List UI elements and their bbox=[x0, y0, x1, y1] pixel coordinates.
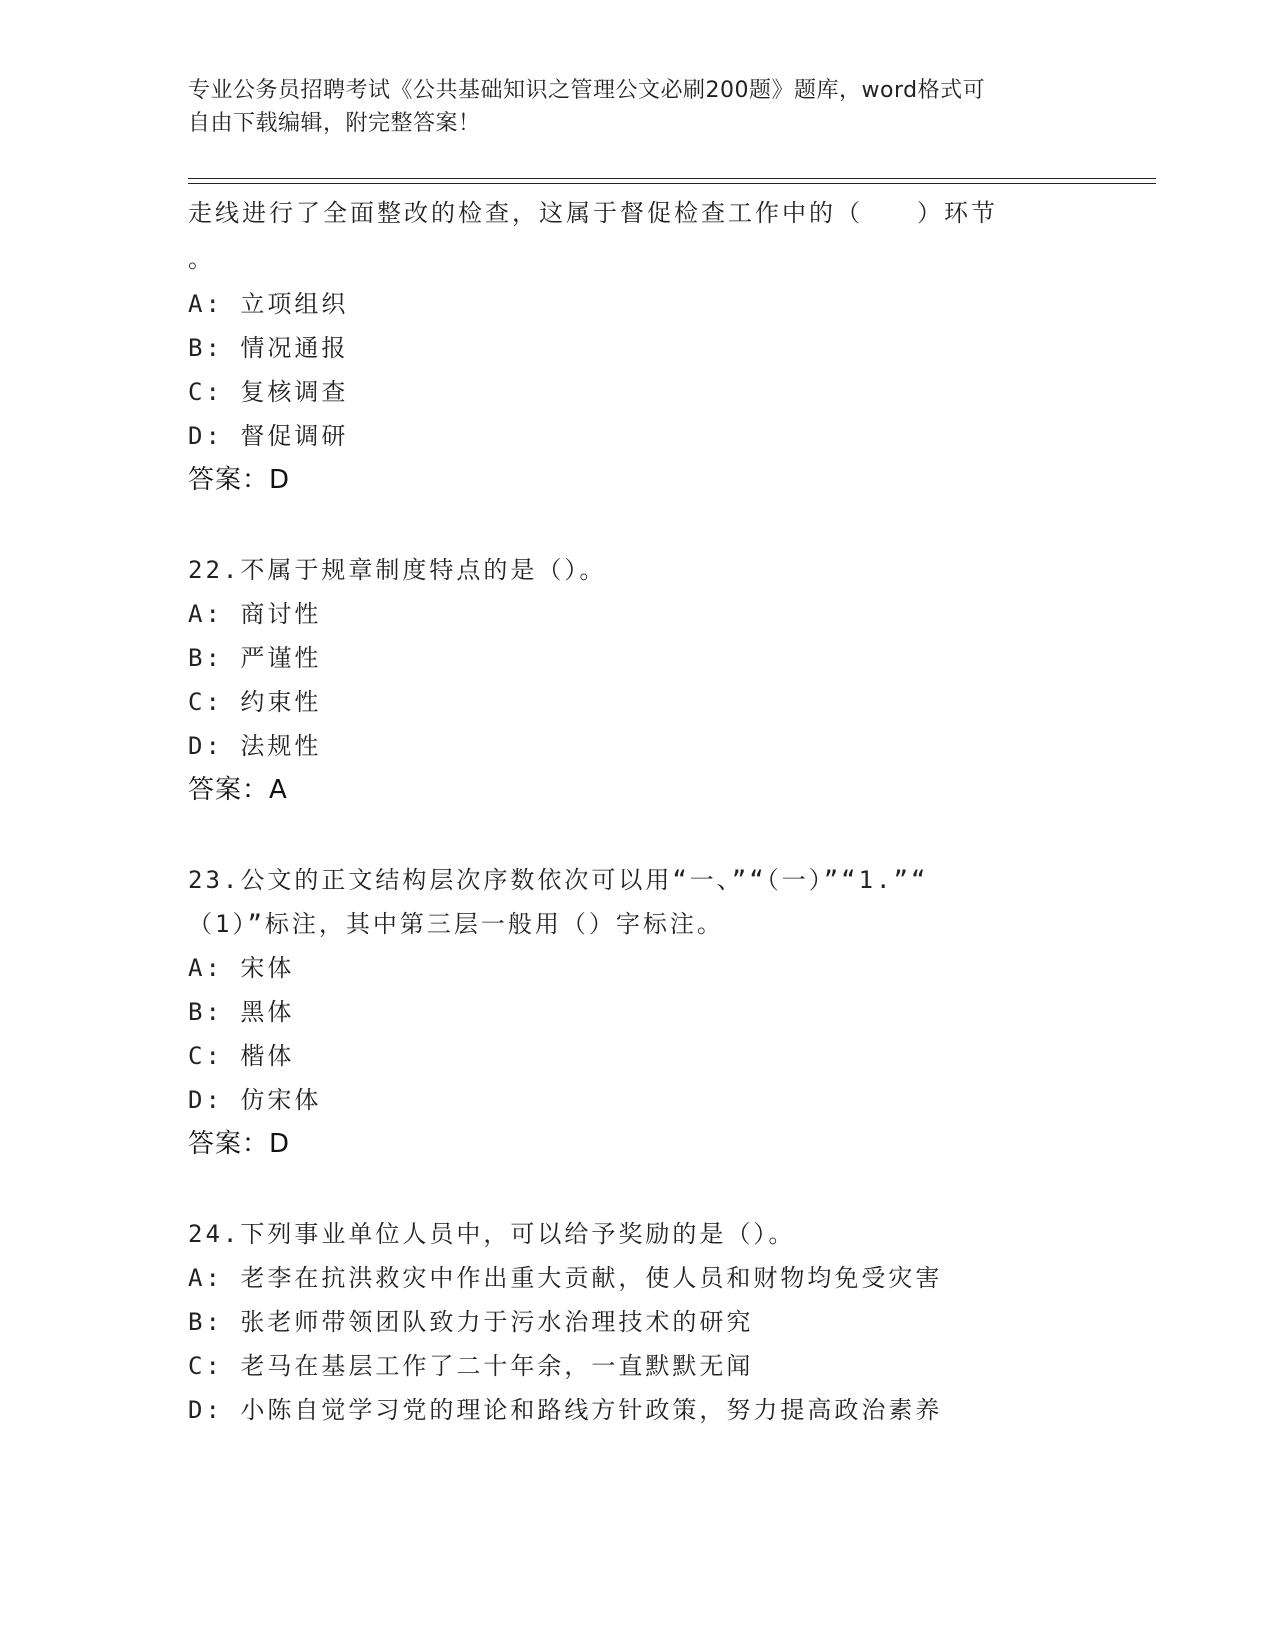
option-b: B: 张老师带领团队致力于污水治理技术的研究 bbox=[188, 1308, 754, 1336]
header-divider-top bbox=[188, 178, 1156, 179]
question-stem: 23.公文的正文结构层次序数依次可以用“一、”“（一）”“1.”“ bbox=[188, 866, 929, 894]
spacer bbox=[188, 812, 1088, 858]
option-a: A: 宋体 bbox=[188, 954, 295, 982]
option-b: B: 情况通报 bbox=[188, 334, 349, 362]
header-divider-bottom bbox=[188, 183, 1156, 184]
option-d: D: 督促调研 bbox=[188, 422, 349, 450]
option-d: D: 小陈自觉学习党的理论和路线方针政策，努力提高政治素养 bbox=[188, 1396, 943, 1424]
spacer bbox=[188, 502, 1088, 548]
option-a: A: 立项组织 bbox=[188, 290, 349, 318]
question-stem: 走线进行了全面整改的检查，这属于督促检查工作中的（ ）环节 bbox=[188, 199, 998, 227]
header-line-2: 自由下载编辑，附完整答案！ bbox=[188, 111, 481, 136]
question-stem-continuation: （1）”标注，其中第三层一般用（）字标注。 bbox=[188, 910, 724, 938]
option-d: D: 法规性 bbox=[188, 732, 322, 760]
question-24 bbox=[188, 1212, 1088, 1432]
question-stem-continuation: 。 bbox=[188, 245, 215, 273]
option-c: C: 楷体 bbox=[188, 1042, 295, 1070]
option-c: C: 老马在基层工作了二十年余，一直默默无闻 bbox=[188, 1352, 754, 1380]
answer-line: 答案：D bbox=[188, 1129, 291, 1159]
option-a: A: 老李在抗洪救灾中作出重大贡献，使人员和财物均免受灾害 bbox=[188, 1264, 943, 1292]
answer-line: 答案：D bbox=[188, 465, 291, 495]
option-d: D: 仿宋体 bbox=[188, 1086, 322, 1114]
option-c: C: 复核调查 bbox=[188, 378, 349, 406]
question-21 bbox=[188, 190, 1088, 502]
question-22 bbox=[188, 548, 1088, 812]
option-c: C: 约束性 bbox=[188, 688, 322, 716]
question-23 bbox=[188, 858, 1088, 1166]
answer-line: 答案：A bbox=[188, 775, 288, 805]
option-a: A: 商讨性 bbox=[188, 600, 322, 628]
document-header bbox=[188, 74, 1068, 140]
option-b: B: 黑体 bbox=[188, 998, 295, 1026]
header-line-1: 专业公务员招聘考试《公共基础知识之管理公文必刷200题》题库，word格式可 bbox=[188, 78, 986, 103]
spacer bbox=[188, 1166, 1088, 1212]
question-stem: 24.下列事业单位人员中，可以给予奖励的是（）。 bbox=[188, 1220, 796, 1248]
question-stem: 22.不属于规章制度特点的是（）。 bbox=[188, 556, 607, 584]
option-b: B: 严谨性 bbox=[188, 644, 322, 672]
question-list bbox=[188, 190, 1088, 1432]
